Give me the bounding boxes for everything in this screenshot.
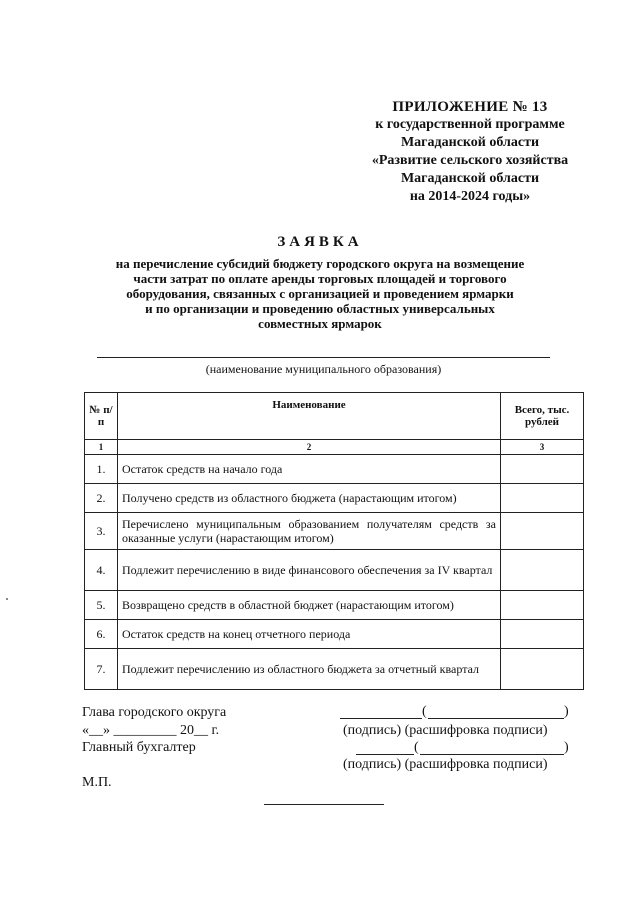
row-total-cell[interactable]	[501, 649, 584, 690]
row-name: Остаток средств на конец отчетного периода	[118, 620, 501, 649]
accountant-signature-decode-field[interactable]	[420, 754, 564, 755]
row-total-cell[interactable]	[501, 484, 584, 513]
row-total-cell[interactable]	[501, 513, 584, 550]
close-paren: )	[564, 704, 569, 719]
column-number: 2	[118, 440, 501, 455]
row-number: 7.	[85, 649, 118, 690]
row-name: Получено средств из областного бюджета (нарастающим итогом)	[118, 484, 501, 513]
header-total: Всего, тыс. рублей	[501, 393, 584, 440]
stamp-label: М.П.	[82, 775, 112, 790]
table-header-row	[85, 393, 584, 440]
head-signature-field[interactable]	[340, 718, 422, 719]
document-title: ЗАЯВКА	[277, 234, 363, 250]
date-line: «__» _________ 20__ г.	[82, 723, 220, 738]
header-number: № п/п	[85, 393, 118, 440]
accountant-signature-field[interactable]	[356, 754, 414, 755]
row-total-cell[interactable]	[501, 550, 584, 591]
table-row	[85, 649, 584, 690]
appendix-line: «Развитие сельского хозяйства	[371, 153, 569, 168]
subtitle-line: и по организации и проведению областных универсальных	[145, 301, 495, 316]
appendix-line: на 2014-2024 годы»	[409, 189, 531, 204]
row-name: Возвращено средств в областной бюджет (нарастающим итогом)	[118, 591, 501, 620]
appendix-line: Магаданской области	[400, 135, 540, 150]
head-signature-decode-field[interactable]	[428, 718, 564, 719]
table-row	[85, 591, 584, 620]
head-label: Глава городского округа	[82, 705, 227, 720]
row-name: Остаток средств на начало года	[118, 455, 501, 484]
table-row	[85, 484, 584, 513]
row-number: 2.	[85, 484, 118, 513]
table-row	[85, 620, 584, 649]
row-name: Подлежит перечислению из областного бюджета за отчетный квартал	[118, 649, 501, 690]
open-paren: (	[414, 740, 419, 755]
signature-caption: (подпись) (расшифровка подписи)	[343, 757, 548, 772]
row-name: Подлежит перечислению в виде финансового обеспечения за IV квартал	[118, 550, 501, 591]
appendix-line: к государственной программе	[375, 117, 565, 132]
row-total-cell[interactable]	[501, 620, 584, 649]
scan-speck	[6, 598, 8, 600]
row-name: Перечислено муниципальным образованием получателям средств за оказанные услуги (нарастающим итогом)	[118, 513, 501, 550]
subtitle-line: совместных ярмарок	[258, 316, 382, 331]
row-number: 6.	[85, 620, 118, 649]
report-table	[84, 392, 584, 690]
subtitle-line: на перечисление субсидий бюджету городского округа на возмещение	[115, 256, 525, 271]
close-paren: )	[564, 740, 569, 755]
row-number: 3.	[85, 513, 118, 550]
municipality-blank-line	[97, 357, 550, 358]
table-row	[85, 550, 584, 591]
column-number: 1	[85, 440, 118, 455]
table-row	[85, 513, 584, 550]
row-number: 5.	[85, 591, 118, 620]
document-subtitle	[70, 256, 570, 331]
appendix-line: Магаданской области	[400, 171, 540, 186]
municipality-caption: (наименование муниципального образования)	[205, 362, 442, 376]
open-paren: (	[422, 704, 427, 719]
row-total-cell[interactable]	[501, 455, 584, 484]
table-row	[85, 455, 584, 484]
column-number-row	[85, 440, 584, 455]
column-number: 3	[501, 440, 584, 455]
subtitle-line: части затрат по оплате аренды торговых площадей и торгового	[133, 271, 507, 286]
appendix-header	[340, 98, 600, 206]
bottom-rule	[264, 804, 384, 805]
header-name: Наименование	[118, 393, 501, 440]
accountant-label: Главный бухгалтер	[82, 740, 196, 755]
row-number: 4.	[85, 550, 118, 591]
row-number: 1.	[85, 455, 118, 484]
row-total-cell[interactable]	[501, 591, 584, 620]
subtitle-line: оборудования, связанных с организацией и проведением ярмарки	[126, 286, 514, 301]
signature-caption: (подпись) (расшифровка подписи)	[343, 723, 548, 738]
appendix-number: ПРИЛОЖЕНИЕ № 13	[392, 99, 548, 115]
